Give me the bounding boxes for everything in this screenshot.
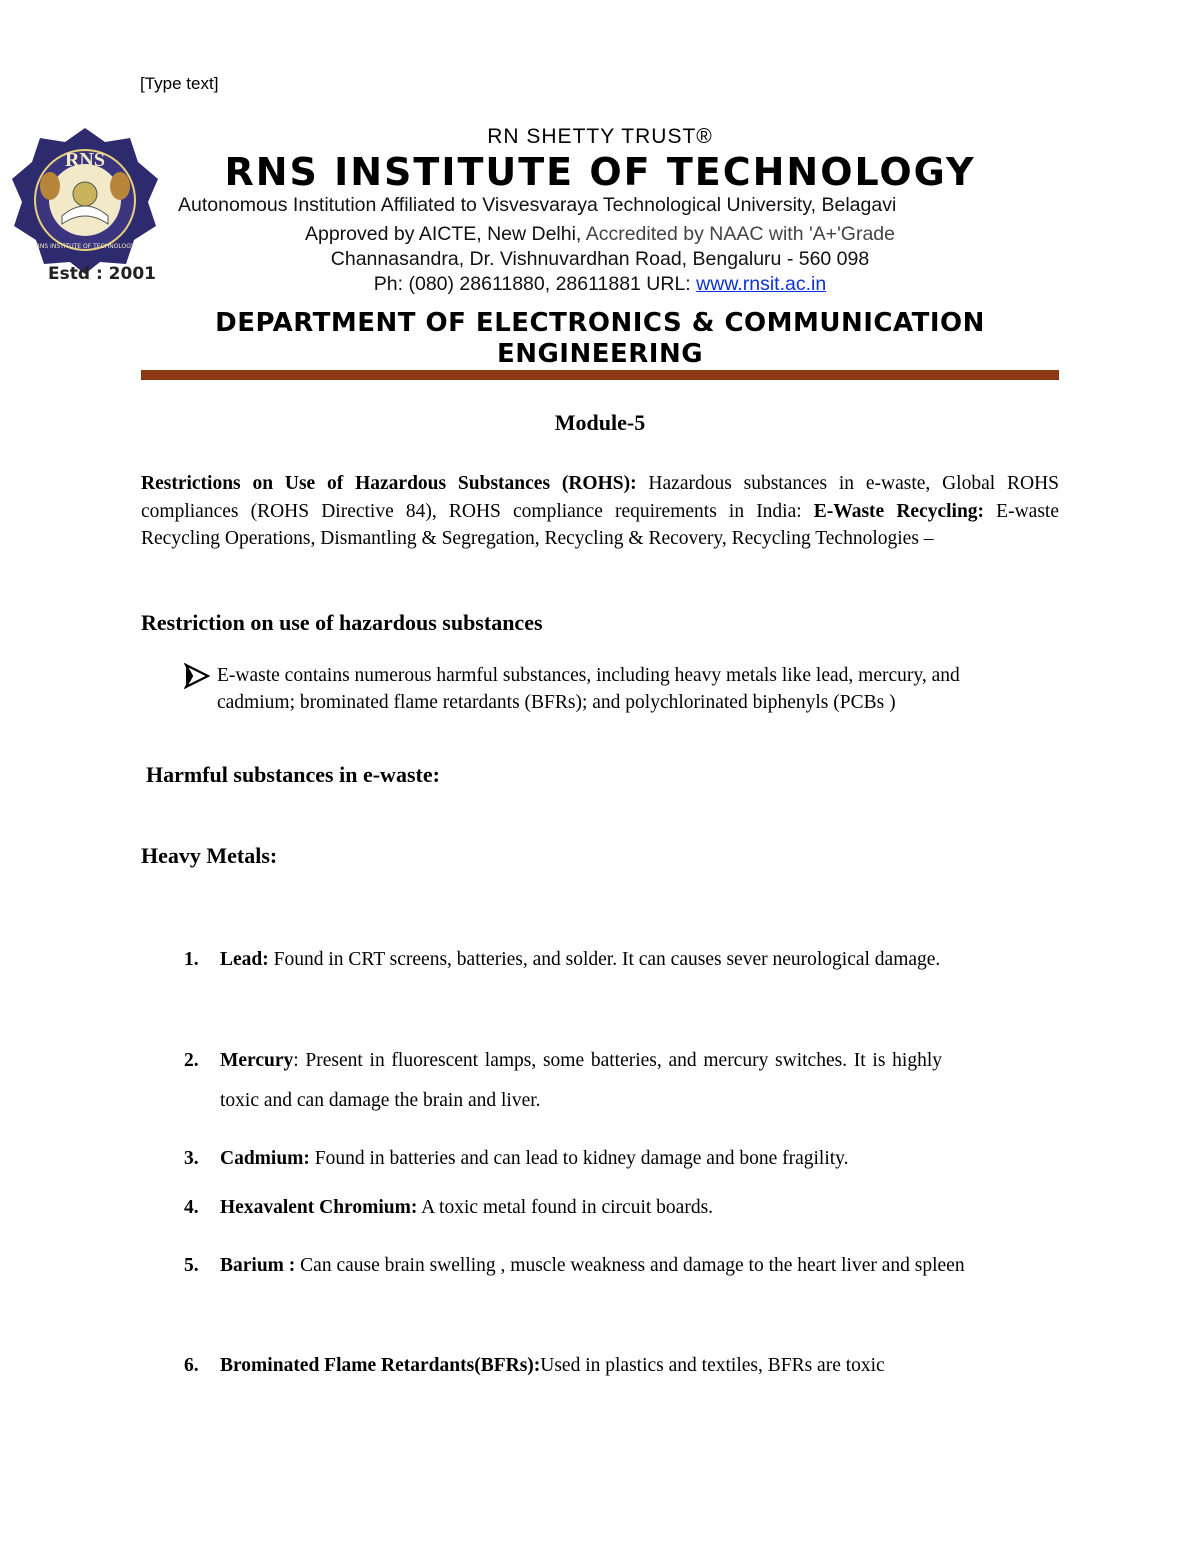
list-item-label: Barium :	[220, 1255, 296, 1276]
department-line-1: DEPARTMENT OF ELECTRONICS & COMMUNICATION	[215, 308, 985, 338]
list-item-number: 1.	[184, 949, 199, 970]
list-item-number: 3.	[184, 1148, 199, 1169]
syllabus-recycling-label: E-Waste Recycling:	[813, 500, 985, 522]
list-item	[184, 1139, 1060, 1179]
list-item-number: 5.	[184, 1255, 199, 1276]
list-item-label: Lead:	[220, 949, 269, 970]
affiliation-line: Autonomous Institution Affiliated to Visvesvaraya Technological University, Belagavi	[178, 194, 897, 216]
institute-name: RNS INSTITUTE OF TECHNOLOGY	[224, 150, 976, 194]
list-item	[184, 1041, 942, 1121]
syllabus-paragraph	[141, 470, 1059, 553]
syllabus-recycling-text: E-waste Recycling Operations, Dismantling & Segregation, Recycling & Recovery, Recycling Technologies –	[141, 500, 1059, 549]
list-item-text: Found in batteries and can lead to kidney damage and bone fragility.	[309, 1148, 849, 1169]
department-line-2: ENGINEERING	[496, 339, 704, 369]
phone-text: Ph: (080) 28611880, 28611881 URL:	[373, 273, 697, 295]
type-text-placeholder: [Type text]	[140, 74, 219, 93]
list-item-text: : Present in fluorescent lamps, some batteries, and mercury switches. It is highly toxic and can damage the brain and liver.	[220, 1050, 942, 1111]
accreditation-text: Accredited by NAAC with 'A+'Grade	[585, 223, 895, 245]
logo-letters: RNS	[64, 149, 106, 171]
syllabus-rohs-text: Hazardous substances in e-waste, Global ROHS compliances (ROHS Directive 84), ROHS compliance requirements in India:	[141, 473, 1059, 522]
logo-ring-text: RNS INSTITUTE OF TECHNOLOGY	[35, 243, 135, 250]
list-item-text: Used in plastics and textiles, BFRs are toxic	[540, 1355, 885, 1376]
list-item-text: A toxic metal found in circuit boards.	[417, 1197, 714, 1218]
list-item	[184, 1246, 1060, 1286]
list-item	[184, 940, 942, 980]
bullet-text: E-waste contains numerous harmful substances, including heavy metals like lead, mercury, and cadmium; brominated flame retardants (BFRs); and polychlorinated biphenyls (PCBs )	[217, 665, 960, 713]
approval-line	[0, 223, 1200, 246]
address-line: Channasandra, Dr. Vishnuvardhan Road, Bengaluru - 560 098	[330, 248, 870, 270]
module-title: Module-5	[554, 410, 646, 435]
list-item	[184, 1346, 1060, 1386]
list-item-label: Cadmium:	[220, 1148, 310, 1169]
list-item-text: Can cause brain swelling , muscle weakness and damage to the heart liver and spleen	[295, 1255, 965, 1276]
arrow-bullet-icon	[184, 663, 210, 696]
list-item-number: 2.	[184, 1050, 199, 1071]
list-item-label: Mercury	[220, 1050, 294, 1071]
list-item-label: Brominated Flame Retardants(BFRs):	[220, 1355, 541, 1376]
section-heading-harmful: Harmful substances in e-waste:	[146, 762, 440, 787]
approval-text: Approved by AICTE, New Delhi,	[304, 223, 586, 245]
section-heading-restriction: Restriction on use of hazardous substances	[141, 610, 543, 635]
list-item-label: Hexavalent Chromium:	[220, 1197, 418, 1218]
header-divider	[141, 370, 1059, 380]
section-heading-heavy-metals: Heavy Metals:	[141, 843, 278, 868]
list-item	[184, 1188, 1060, 1228]
list-item-text: Found in CRT screens, batteries, and solder. It can causes sever neurological damage.	[268, 949, 941, 970]
list-item-number: 4.	[184, 1197, 199, 1218]
established-year: Estd : 2001	[48, 264, 156, 284]
contact-line	[0, 273, 1200, 296]
list-item-number: 6.	[184, 1355, 199, 1376]
website-link[interactable]: www.rnsit.ac.in	[696, 273, 827, 295]
department-title	[0, 308, 1200, 370]
trust-name: RN SHETTY TRUST®	[487, 125, 713, 148]
syllabus-rohs-label: Restrictions on Use of Hazardous Substances (ROHS):	[141, 473, 637, 494]
